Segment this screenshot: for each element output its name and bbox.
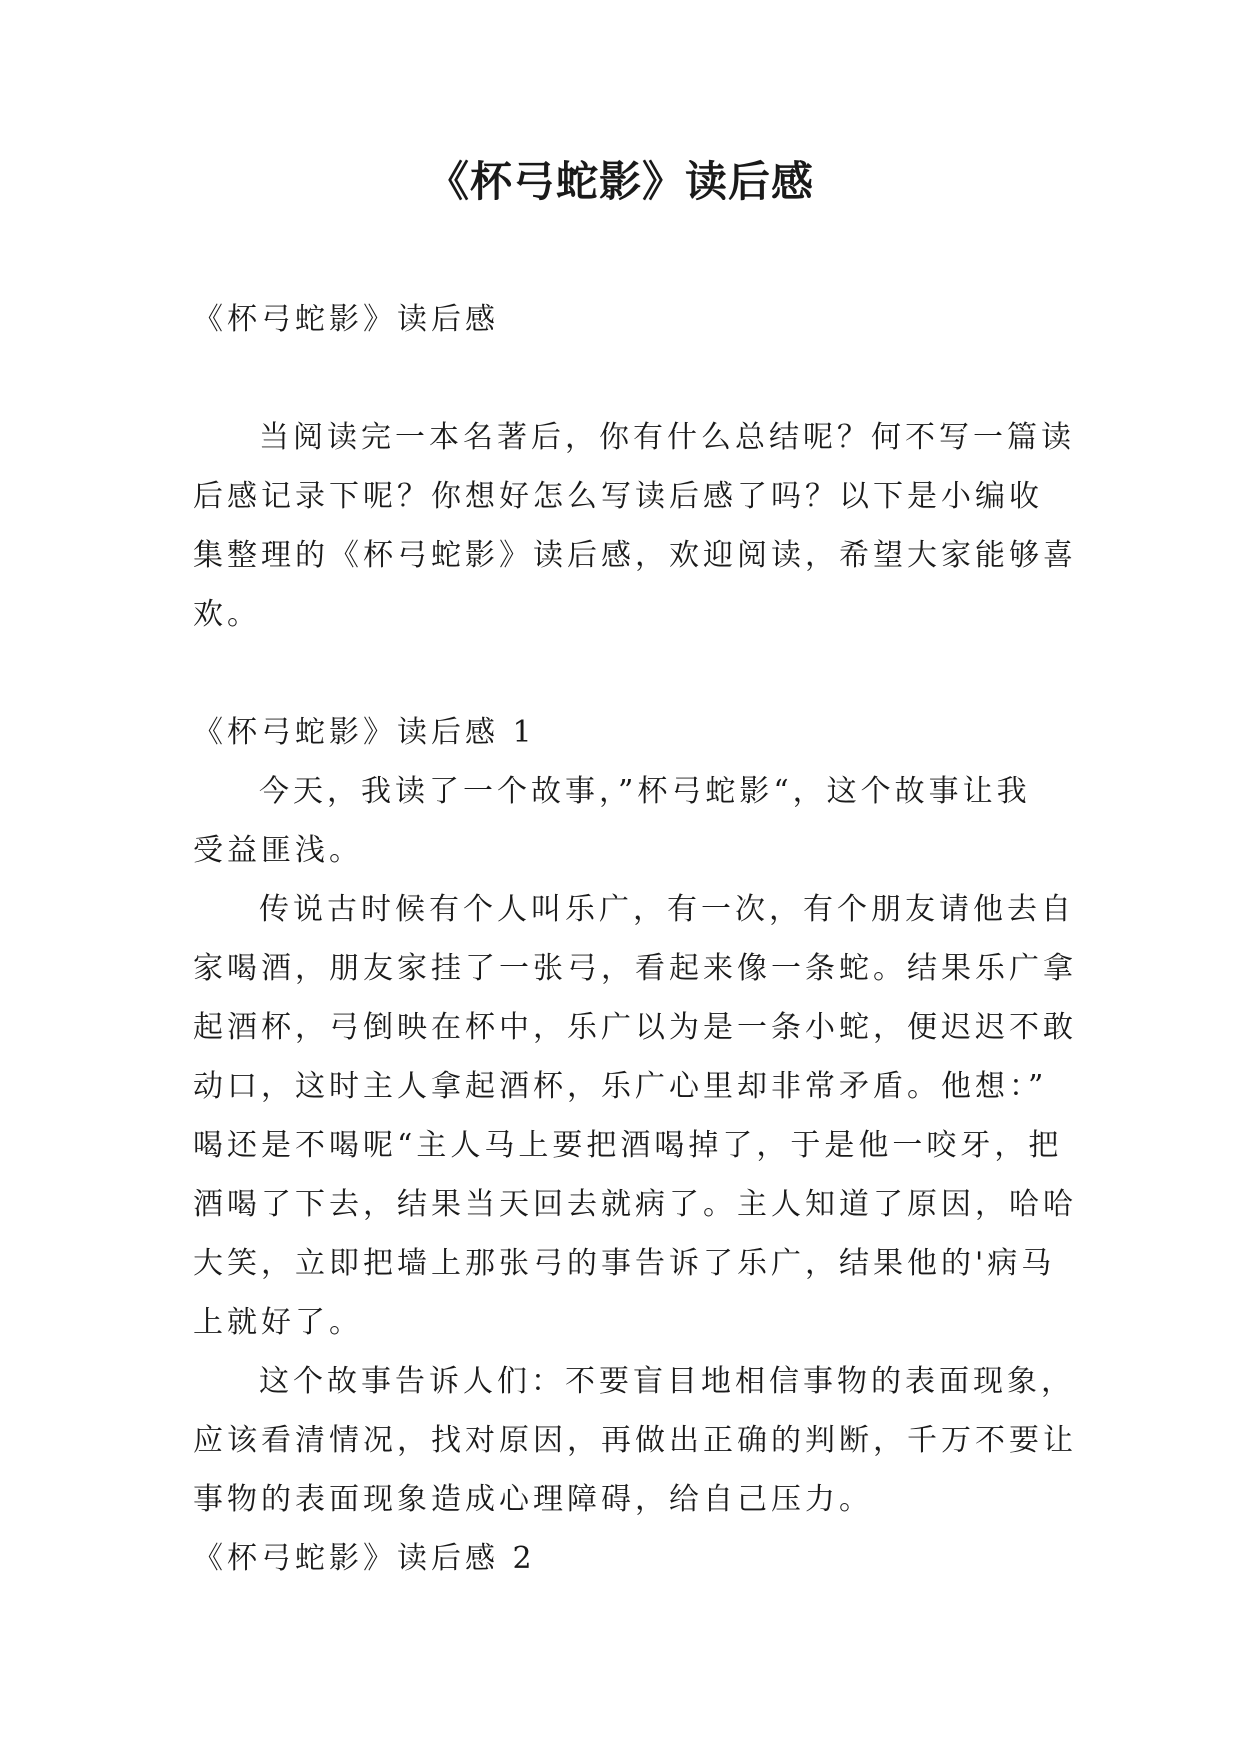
paragraph-line: 受益匪浅。 [193,833,363,868]
paragraph-line: 喝还是不喝呢“主人马上要把酒喝掉了，于是他一咬牙，把 [193,1128,1063,1163]
paragraph-gap [193,644,1063,703]
section1-paragraph-2 [193,880,1077,1352]
paragraph-line: 酒喝了下去，结果当天回去就病了。主人知道了原因，哈哈 [193,1187,1077,1222]
paragraph-line: 今天，我读了一个故事，”杯弓蛇影“，这个故事让我 [259,774,1031,809]
intro-paragraph [193,408,1077,644]
paragraph-line: 传说古时候有个人叫乐广，有一次，有个朋友请他去自 [259,892,1075,927]
intro-line: 当阅读完一本名著后，你有什么总结呢？何不写一篇读 [259,420,1075,455]
section-heading: 《杯弓蛇影》读后感 2 [193,1541,536,1576]
intro-line: 后感记录下呢？你想好怎么写读后感了吗？以下是小编收 [193,479,1043,514]
intro-line: 欢。 [193,597,261,632]
document-subtitle: 《杯弓蛇影》读后感 [193,302,499,337]
paragraph-line: 家喝酒，朋友家挂了一张弓，看起来像一条蛇。结果乐广拿 [193,951,1077,986]
intro-line: 集整理的《杯弓蛇影》读后感，欢迎阅读，希望大家能够喜 [193,538,1077,573]
section1-paragraph-3 [193,1352,1077,1529]
document-body [193,290,1077,1588]
section-heading: 《杯弓蛇影》读后感 1 [193,715,536,750]
paragraph-line: 事物的表面现象造成心理障碍，给自己压力。 [193,1482,873,1517]
paragraph-line: 大笑，立即把墙上那张弓的事告诉了乐广，结果他的'病马 [193,1246,1056,1281]
paragraph-gap [193,349,1063,408]
section1-paragraph-1 [193,762,1063,880]
paragraph-line: 上就好了。 [193,1305,363,1340]
paragraph-line: 应该看清情况，找对原因，再做出正确的判断，千万不要让 [193,1423,1077,1458]
paragraph-line: 动口，这时主人拿起酒杯，乐广心里却非常矛盾。他想：” [193,1069,1048,1104]
document-title: 《杯弓蛇影》读后感 [426,157,814,206]
paragraph-line: 这个故事告诉人们：不要盲目地相信事物的表面现象， [259,1364,1075,1399]
paragraph-line: 起酒杯，弓倒映在杯中，乐广以为是一条小蛇，便迟迟不敢 [193,1010,1077,1045]
